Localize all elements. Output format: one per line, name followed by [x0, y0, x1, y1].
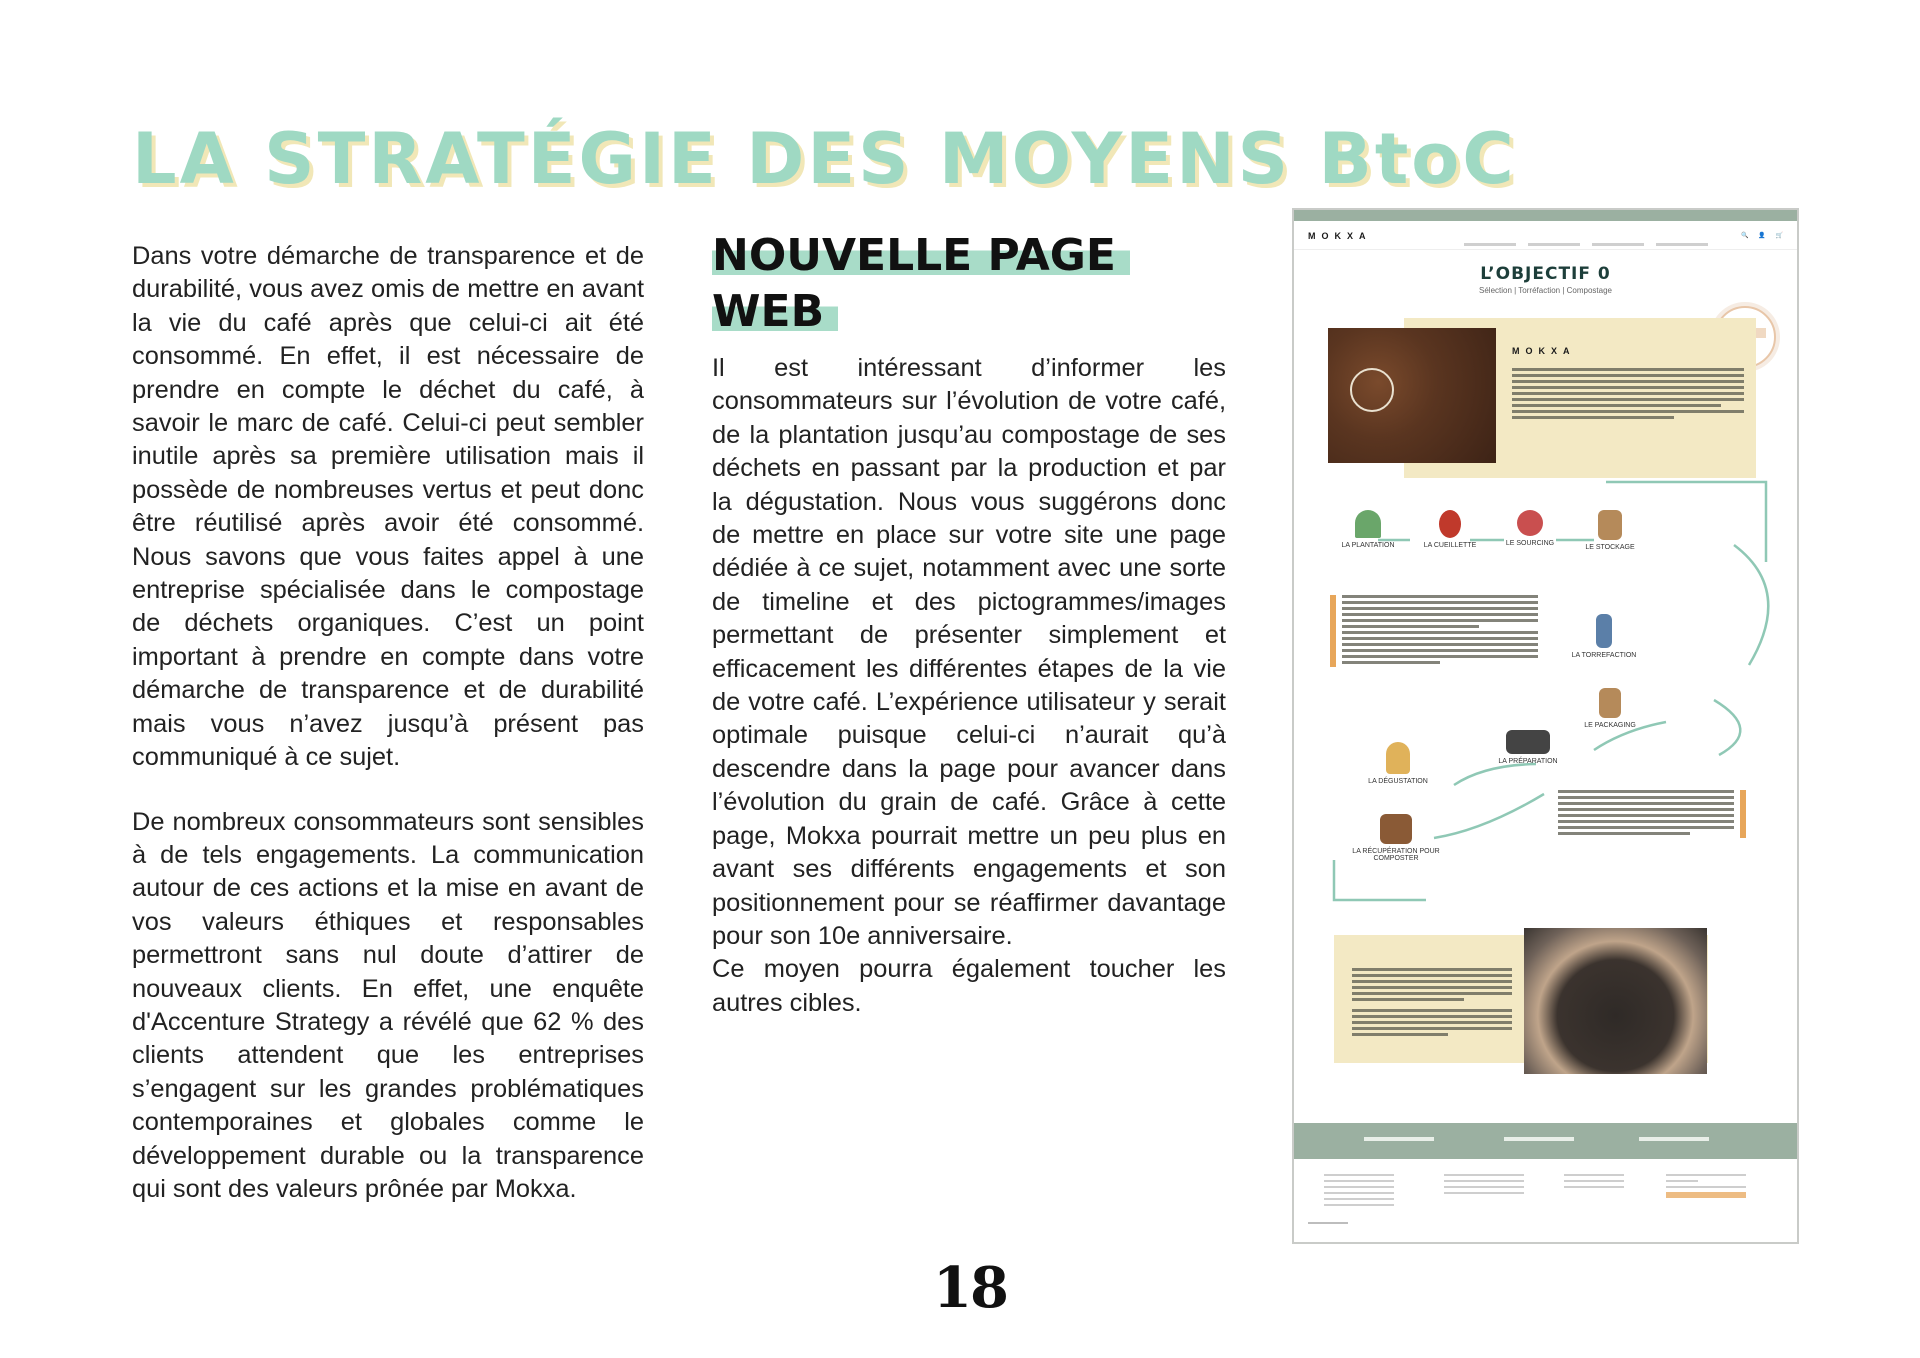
section-heading-line: WEB — [712, 286, 838, 337]
coffee-grounds-image — [1524, 928, 1707, 1074]
timeline-step: LE PACKAGING — [1570, 688, 1650, 729]
timeline-step: LA DÉGUSTATION — [1358, 742, 1438, 785]
page-number: 18 — [933, 1255, 1007, 1321]
timeline-step: LA CUEILLETTE — [1410, 510, 1490, 549]
mockup-page-subtitle: Sélection | Torréfaction | Compostage — [1479, 286, 1612, 295]
paragraph: Dans votre démarche de transparence et de durabilité, vous avez omis de mettre en avant la vie du café après que celui-ci ait été consommé. En effet, il est nécessaire de prendre en compte le déchet du café, à savoir le marc de café. Celui-ci peut sembler inutile après sa première utilisation mais il possède de nombreuses vertus et peut donc être réutilisé après avoir été consommé. Nous savons que vous faites appel à une entreprise spécialisée dans le compostage de déchets organiques. C’est un point important à prendre en compte dans votre démarche de transparence et de durabilité mais vous n’avez jusqu’à présent pas communiqué à ce sujet. — [132, 242, 644, 772]
footer-info-placeholder — [1364, 1137, 1434, 1141]
copyright-placeholder — [1308, 1222, 1348, 1224]
timeline-text-placeholder — [1558, 790, 1746, 838]
timeline-step: LA RÉCUPÉRATION POUR COMPOSTER — [1348, 814, 1444, 862]
footer-column — [1564, 1174, 1624, 1192]
footer-info-placeholder — [1639, 1137, 1709, 1141]
middle-text-column — [712, 352, 1226, 1020]
espresso-machine-icon — [1506, 730, 1550, 754]
section-heading-line: NOUVELLE PAGE — [712, 230, 1130, 281]
footer-column — [1324, 1174, 1394, 1210]
section-heading — [712, 228, 1182, 340]
timeline-step: LA PLANTATION — [1328, 510, 1408, 549]
page-title: LA STRATÉGIE DES MOYENS BtoC — [132, 118, 1517, 200]
nav-icons: 🔍 👤 🛒 — [1741, 233, 1787, 239]
magnifier-icon — [1517, 510, 1543, 536]
mockup-logo: MOKXA — [1308, 231, 1372, 241]
footer-info-placeholder — [1504, 1137, 1574, 1141]
compost-text-placeholder — [1352, 968, 1512, 1039]
bag-icon — [1598, 510, 1622, 540]
timeline-step: LE STOCKAGE — [1570, 510, 1650, 551]
footer-column — [1444, 1174, 1524, 1198]
person-icon — [1386, 742, 1410, 774]
coffee-cherry-icon — [1439, 510, 1461, 538]
paragraph: Ce moyen pourra également toucher les autres cibles. — [712, 955, 1226, 1017]
paragraph: Il est intéressant d’informer les consommateurs sur l’évolution de votre café, de la plantation jusqu’au compostage de ses déchets en passant par la production et par la dégustation. Nous vous suggérons donc de mettre en place sur votre site une page dédiée à ce sujet, notamment avec une sorte de timeline et des pictogrammes/images permettant de présenter simplement et efficacement les différentes étapes de la vie de votre café. L’expérience utilisateur y serait optimale puisque celui-ci n’aurait qu’à descendre dans la page pour avancer dans l’évolution du grain de café. Grâce à cette page, Mokxa pourrait mettre un peu plus en avant ses différents engagements et son positionnement pour se réaffirmer davantage pour son 10e anniversaire. — [712, 354, 1226, 950]
footer-column — [1666, 1174, 1746, 1202]
timeline-step: LA TORREFACTION — [1564, 614, 1644, 659]
compost-bin-icon — [1380, 814, 1412, 844]
timeline-text-placeholder — [1330, 595, 1538, 667]
package-icon — [1599, 688, 1621, 718]
timeline-step: LA PRÉPARATION — [1488, 730, 1568, 765]
roaster-icon — [1596, 614, 1612, 648]
mockup-footer-band — [1294, 1123, 1797, 1159]
mockup-page-title: L’OBJECTIF 0 — [1480, 264, 1611, 284]
timeline-step: LE SOURCING — [1490, 510, 1570, 547]
intro-brand-label: MOKXA — [1512, 346, 1576, 356]
plant-icon — [1355, 510, 1381, 538]
left-text-column — [132, 240, 644, 1237]
website-mockup — [1292, 208, 1799, 1244]
timeline-arrows — [1294, 210, 1797, 1242]
paragraph: De nombreux consommateurs sont sensibles à de tels engagements. La communication autour de ces actions et la mise en avant de vos valeurs éthiques et responsables permettront sans nul doute d’attirer de nouveaux clients. En effet, une enquête d'Accenture Strategy a révélé que 62 % des clients attendent que les entreprises s’engagent sur les grandes problématiques contemporaines et globales comme le développement durable ou la transparence qui sont des valeurs prônée par Mokxa. — [132, 807, 644, 1203]
